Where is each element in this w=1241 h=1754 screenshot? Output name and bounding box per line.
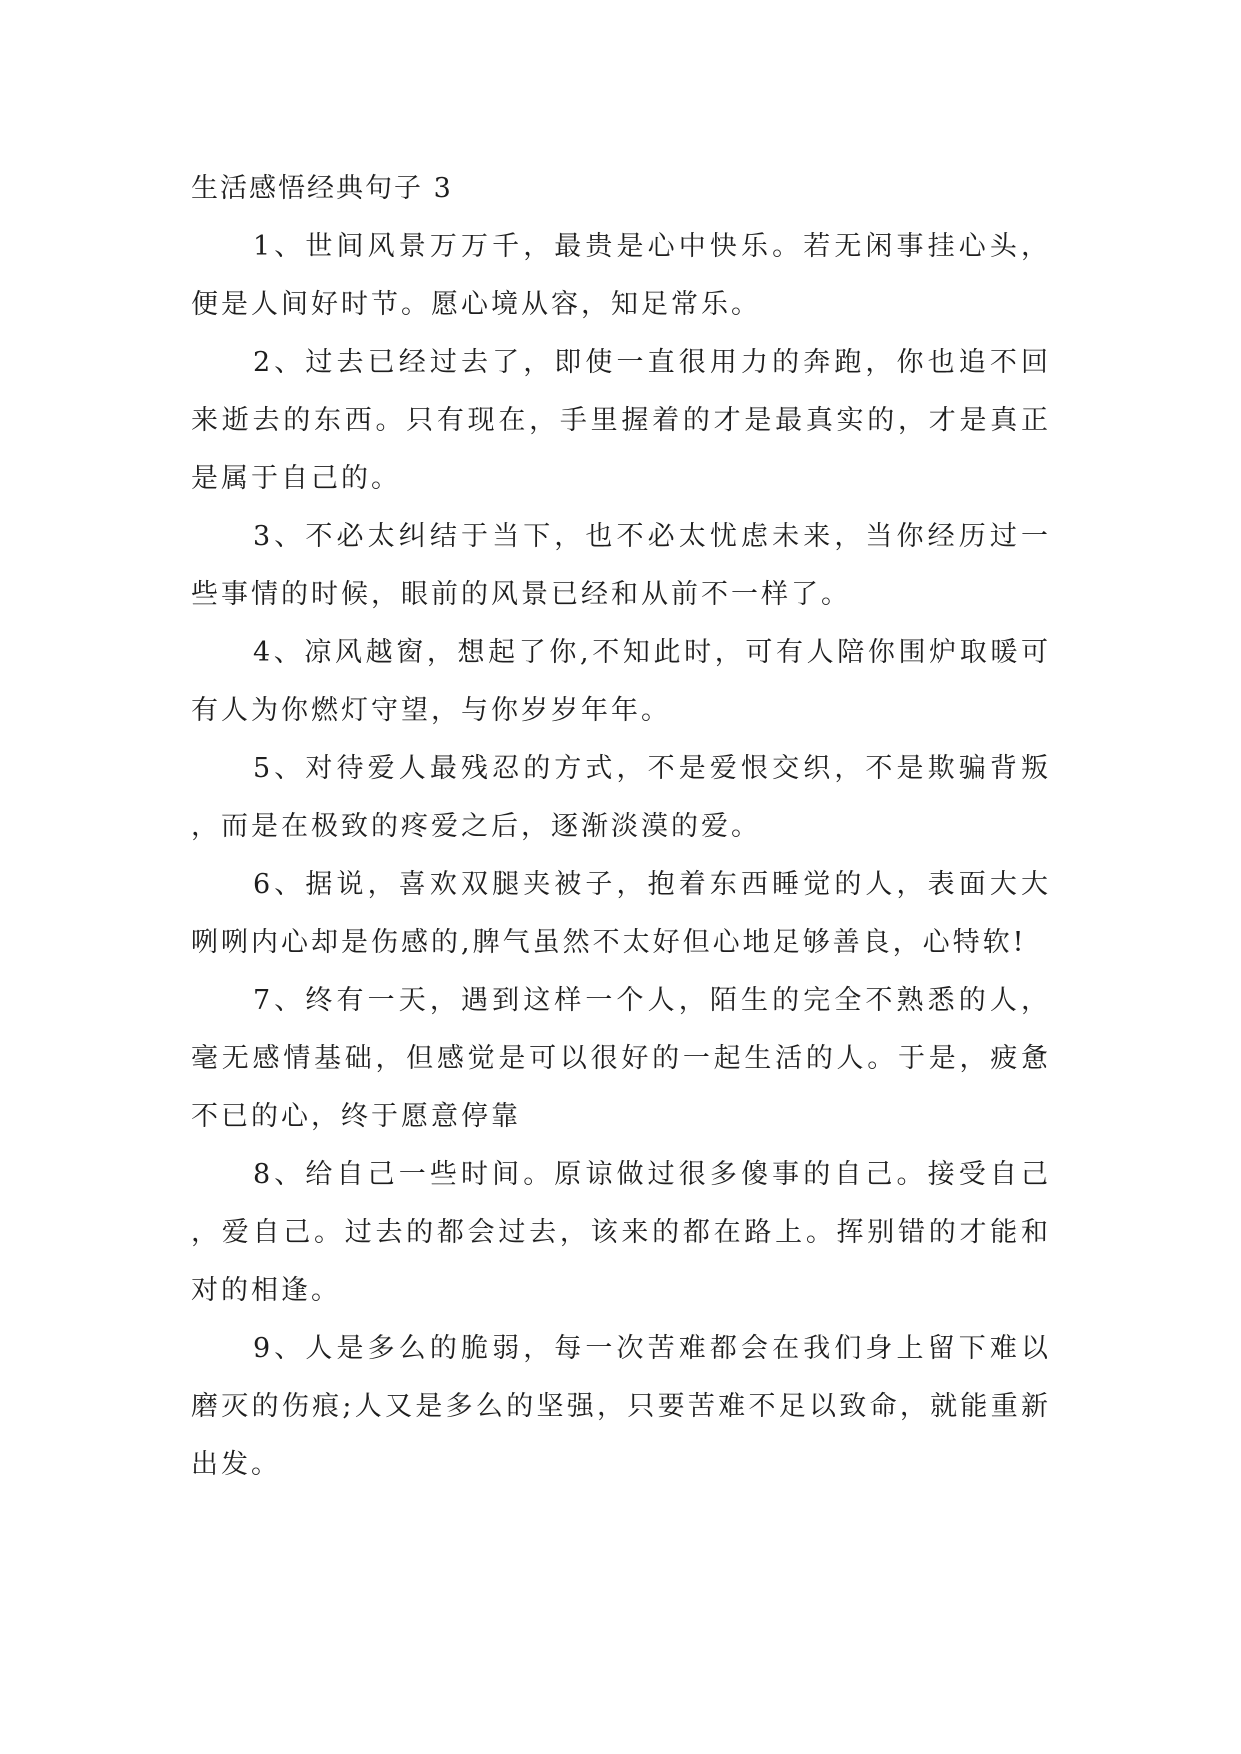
paragraph-6: 6、据说，喜欢双腿夹被子，抱着东西睡觉的人，表面大大咧咧内心却是伤感的,脾气虽然不太好但心地足够善良，心特软! bbox=[191, 869, 1051, 958]
paragraph-9: 9、人是多么的脆弱，每一次苦难都会在我们身上留下难以磨灭的伤痕;人又是多么的坚强，只要苦难不足以致命，就能重新出发。 bbox=[191, 1333, 1051, 1480]
paragraph-2: 2、过去已经过去了，即使一直很用力的奔跑，你也追不回来逝去的东西。只有现在，手里握着的才是最真实的，才是真正是属于自己的。 bbox=[191, 347, 1051, 494]
paragraph-7: 7、终有一天，遇到这样一个人，陌生的完全不熟悉的人，毫无感情基础，但感觉是可以很好的一起生活的人。于是，疲惫不已的心，终于愿意停靠 bbox=[191, 985, 1051, 1132]
document-title: 生活感悟经典句子 3 bbox=[191, 173, 453, 204]
paragraph-8: 8、给自己一些时间。原谅做过很多傻事的自己。接受自己，爱自己。过去的都会过去，该来的都在路上。挥别错的才能和对的相逢。 bbox=[191, 1159, 1051, 1306]
paragraph-1: 1、世间风景万万千，最贵是心中快乐。若无闲事挂心头，便是人间好时节。愿心境从容，知足常乐。 bbox=[191, 231, 1051, 320]
paragraph-3: 3、不必太纠结于当下，也不必太忧虑未来，当你经历过一些事情的时候，眼前的风景已经和从前不一样了。 bbox=[191, 521, 1051, 610]
document-body bbox=[191, 218, 1051, 1494]
paragraph-5: 5、对待爱人最残忍的方式，不是爱恨交织，不是欺骗背叛，而是在极致的疼爱之后，逐渐淡漠的爱。 bbox=[191, 753, 1051, 842]
paragraph-4: 4、凉风越窗，想起了你,不知此时，可有人陪你围炉取暖可有人为你燃灯守望，与你岁岁年年。 bbox=[191, 637, 1051, 726]
